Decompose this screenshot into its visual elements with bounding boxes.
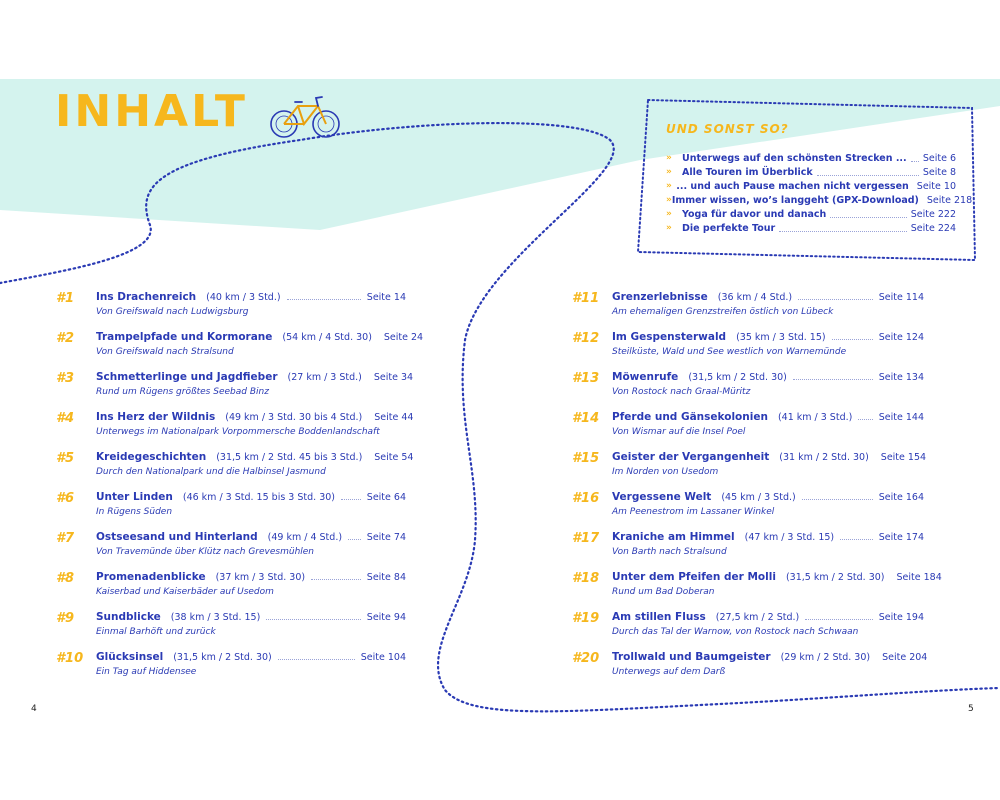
leader-dots [832,333,873,340]
leader-dots [348,533,361,540]
leader-dots [311,573,361,580]
tour-page: Seite 74 [366,532,406,543]
tour-entry[interactable] [56,411,414,441]
tour-subtitle: Ein Tag auf Hiddensee [96,667,197,677]
chevron-right-icon: » [666,167,672,177]
tour-entry[interactable] [56,291,406,321]
tour-entry[interactable] [572,491,924,521]
tour-title: Möwenrufe [612,371,679,383]
leader-dots [840,533,873,540]
tour-page: Seite 164 [878,492,924,503]
tour-page: Seite 64 [366,492,406,503]
tour-number: #15 [572,451,600,466]
page-number-right: 5 [968,704,974,714]
tour-page: Seite 134 [878,372,924,383]
sidebar-item-page: Seite 222 [910,208,956,220]
tour-subtitle: Unterwegs im Nationalpark Vorpommersche Boddenlandschaft [96,427,380,437]
tour-meta: (31,5 km / 2 Std. 30) [688,372,787,383]
sidebar-item-page: Seite 10 [916,180,956,192]
tour-subtitle: Am Peenestrom im Lassaner Winkel [612,507,775,517]
tour-meta: (49 km / 4 Std.) [267,532,343,543]
tour-number: #4 [56,411,75,426]
tour-title: Promenadenblicke [96,571,206,583]
sidebar-item[interactable] [666,179,956,193]
tour-entry[interactable] [572,651,928,681]
leader-dots [805,613,873,620]
tour-page: Seite 104 [360,652,406,663]
tour-page: Seite 94 [366,612,406,623]
tour-title: Sundblicke [96,611,161,623]
tour-number: #5 [56,451,75,466]
tour-number: #20 [572,651,600,666]
tour-page: Seite 144 [878,412,924,423]
tour-entry[interactable] [56,331,424,361]
sidebar-item-page: Seite 224 [910,222,956,234]
tour-subtitle: Einmal Barhöft und zurück [96,627,216,637]
tour-entry[interactable] [56,451,414,481]
sidebar-item-label: Unterwegs auf den schönsten Strecken ... [682,152,907,164]
tour-number: #11 [572,291,600,306]
tour-page: Seite 124 [878,332,924,343]
leader-dots [830,210,906,218]
sidebar-item[interactable] [666,207,956,221]
tour-number: #7 [56,531,75,546]
tour-title: Ins Herz der Wildnis [96,411,216,423]
leader-dots [817,168,919,176]
tour-meta: (31,5 km / 2 Std. 30) [173,652,272,663]
tour-subtitle: Kaiserbad und Kaiserbäder auf Usedom [96,587,274,597]
tour-meta: (36 km / 4 Std.) [717,292,793,303]
leader-dots [287,293,361,300]
tour-title: Schmetterlinge und Jagdfieber [96,371,278,383]
tour-meta: (40 km / 3 Std.) [206,292,281,303]
tour-subtitle: Rund um Bad Doberan [612,587,715,597]
tour-title: Pferde und Gänsekolonien [612,411,768,423]
tour-page: Seite 154 [880,452,927,463]
tour-number: #6 [56,491,75,506]
page-number-left: 4 [31,704,37,714]
leader-dots [858,413,872,420]
sidebar-item-label: ... und auch Pause machen nicht vergessen [676,180,909,192]
tour-page: Seite 184 [896,572,942,583]
tour-meta: (27 km / 3 Std.) [287,372,362,383]
tour-title: Kraniche am Himmel [612,531,735,543]
tour-number: #13 [572,371,600,386]
tour-number: #1 [56,291,75,306]
tour-title: Kreidegeschichten [96,451,207,463]
tour-meta: (47 km / 3 Std. 15) [744,532,835,543]
tour-entry[interactable] [56,611,406,641]
sidebar-item[interactable] [666,193,973,207]
tour-subtitle: Am ehemaligen Grenzstreifen östlich von Lübeck [612,307,834,317]
tour-meta: (54 km / 4 Std. 30) [282,332,372,343]
tour-meta: (37 km / 3 Std. 30) [215,572,306,583]
tour-number: #17 [572,531,600,546]
chevron-right-icon: » [666,195,672,205]
sidebar-item-page: Seite 218 [926,194,973,206]
chevron-right-icon: » [666,223,672,233]
tour-number: #8 [56,571,75,586]
tour-meta: (31 km / 2 Std. 30) [779,452,869,463]
tour-title: Trampelpfade und Kormorane [96,331,273,343]
tour-entry[interactable] [56,491,406,521]
chevron-right-icon: » [666,153,672,163]
tour-subtitle: In Rügens Süden [96,507,173,517]
page-title: INHALT [55,86,248,137]
tour-title: Am stillen Fluss [612,611,706,623]
tour-entry[interactable] [56,371,414,401]
tour-entry[interactable] [56,531,406,561]
tour-meta: (31,5 km / 2 Std. 30) [785,572,885,583]
tour-entry[interactable] [56,571,406,601]
tour-subtitle: Von Wismar auf die Insel Poel [612,427,746,437]
chevron-right-icon: » [666,209,672,219]
tour-entry[interactable] [572,331,924,361]
tour-meta: (46 km / 3 Std. 15 bis 3 Std. 30) [182,492,335,503]
tour-entry[interactable] [572,371,924,401]
sidebar-item[interactable] [666,151,956,165]
tour-subtitle: Von Rostock nach Graal-Müritz [612,387,751,397]
tour-number: #2 [56,331,75,346]
tour-title: Grenzerlebnisse [612,291,708,303]
tour-meta: (31,5 km / 2 Std. 45 bis 3 Std.) [216,452,363,463]
tour-subtitle: Durch das Tal der Warnow, von Rostock nach Schwaan [612,627,859,637]
bicycle-icon [268,92,344,140]
tour-page: Seite 44 [374,412,414,423]
tour-page: Seite 114 [878,292,924,303]
sidebar-item-page: Seite 6 [922,152,956,164]
leader-dots [278,653,355,660]
tour-title: Ostseesand und Hinterland [96,531,258,543]
tour-page: Seite 204 [882,652,928,663]
tour-number: #3 [56,371,75,386]
tour-number: #16 [572,491,600,506]
tour-meta: (45 km / 3 Std.) [721,492,796,503]
sidebar-item-label: Yoga für davor und danach [682,208,827,220]
tour-title: Geister der Vergangenheit [612,451,770,463]
tour-entry[interactable] [572,611,924,641]
tour-entry[interactable] [572,451,927,481]
sidebar-item-label: Alle Touren im Überblick [682,166,813,178]
tour-page: Seite 54 [374,452,414,463]
tour-number: #9 [56,611,75,626]
chevron-right-icon: » [666,181,672,191]
tour-title: Unter Linden [96,491,173,503]
tour-meta: (29 km / 2 Std. 30) [780,652,871,663]
tour-entry[interactable] [572,571,942,601]
tour-title: Im Gespensterwald [612,331,727,343]
tour-entry[interactable] [572,291,924,321]
tour-subtitle: Von Greifswald nach Ludwigsburg [96,307,249,317]
tour-page: Seite 24 [383,332,424,343]
tour-entry[interactable] [56,651,406,681]
tour-page: Seite 174 [878,532,924,543]
tour-subtitle: Von Greifswald nach Stralsund [96,347,234,357]
tour-entry[interactable] [572,411,924,441]
tour-page: Seite 14 [366,292,406,303]
tour-entry[interactable] [572,531,924,561]
tour-subtitle: Im Norden von Usedom [612,467,719,477]
tour-meta: (41 km / 3 Std.) [777,412,853,423]
tour-title: Vergessene Welt [612,491,712,503]
sidebar-heading: UND SONST SO? [666,122,789,136]
tour-title: Unter dem Pfeifen der Molli [612,571,776,583]
tour-meta: (35 km / 3 Std. 15) [736,332,826,343]
tour-title: Trollwald und Baumgeister [612,651,771,663]
tour-number: #19 [572,611,600,626]
leader-dots [341,493,361,500]
tour-title: Glücksinsel [96,651,164,663]
leader-dots [779,224,907,232]
tour-page: Seite 84 [366,572,406,583]
sidebar-item-label: Die perfekte Tour [682,222,776,234]
leader-dots [798,293,873,300]
tour-meta: (27,5 km / 2 Std.) [715,612,800,623]
tour-title: Ins Drachenreich [96,291,197,303]
tour-page: Seite 194 [878,612,924,623]
tour-meta: (38 km / 3 Std. 15) [170,612,261,623]
sidebar-item-label: Immer wissen, wo’s langgeht (GPX-Download) [671,194,919,206]
leader-dots [793,373,873,380]
tour-number: #10 [56,651,84,666]
tour-subtitle: Von Travemünde über Klütz nach Grevesmühlen [96,547,315,557]
tour-meta: (49 km / 3 Std. 30 bis 4 Std.) [225,412,363,423]
tour-subtitle: Von Barth nach Stralsund [612,547,727,557]
sidebar-item-page: Seite 8 [922,166,956,178]
tour-subtitle: Durch den Nationalpark und die Halbinsel Jasmund [96,467,326,477]
leader-dots [911,154,919,162]
leader-dots [802,493,873,500]
tour-number: #18 [572,571,600,586]
tour-page: Seite 34 [373,372,414,383]
tour-subtitle: Unterwegs auf dem Darß [612,667,726,677]
tour-subtitle: Steilküste, Wald und See westlich von Warnemünde [612,347,847,357]
tour-number: #12 [572,331,600,346]
leader-dots [266,613,361,620]
sidebar-item[interactable] [666,221,956,235]
tour-subtitle: Rund um Rügens größtes Seebad Binz [96,387,269,397]
tour-number: #14 [572,411,600,426]
sidebar-item[interactable] [666,165,956,179]
